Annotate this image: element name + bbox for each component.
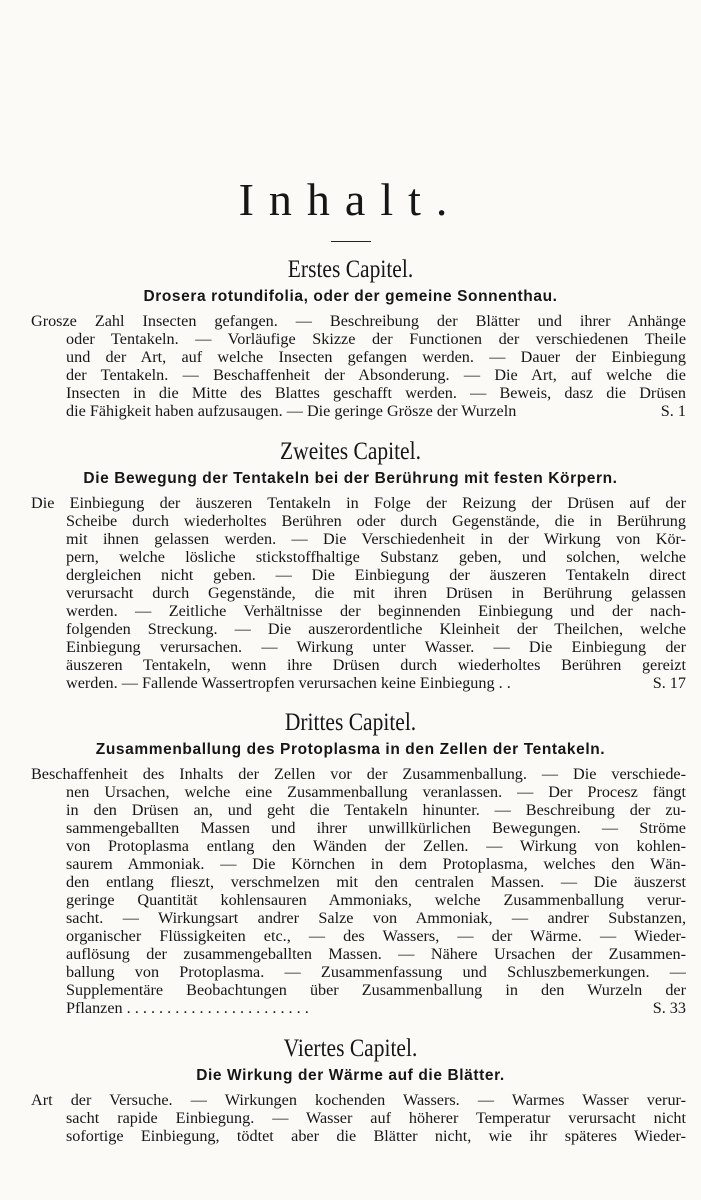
summary-line: organischer Flüssigkeiten etc., — des Wassers, — der Wärme. — Wieder- xyxy=(66,927,686,945)
chapter-1 xyxy=(0,255,701,420)
chapter-2 xyxy=(0,437,701,692)
summary-line: Supplementäre Beobachtungen über Zusammenballung in den Wurzeln der xyxy=(66,981,686,999)
chapter-heading: Zweites Capitel. xyxy=(280,438,421,465)
chapter-subtitle: Drosera rotundifolia, oder der gemeine Sonnenthau. xyxy=(143,288,558,305)
summary-line: pern, welche lösliche stickstoffhaltige Substanz geben, und solchen, welche xyxy=(66,548,686,566)
summary-last-line xyxy=(66,402,686,420)
summary-line: dergleichen nicht geben. — Die Einbiegung der äuszeren Tentakeln direct xyxy=(66,566,686,584)
summary-line: und der Art, auf welche Insecten gefangen werden. — Dauer der Einbiegung xyxy=(66,348,686,366)
summary-line: folgenden Streckung. — Die auszerordentliche Kleinheit der Theilchen, welche xyxy=(66,620,686,638)
summary-line: geringe Quantität kohlensauren Ammoniaks, welche Zusammenballung verur- xyxy=(66,891,686,909)
summary-line: der Tentakeln. — Beschaffenheit der Absonderung. — Die Art, auf welche die xyxy=(66,366,686,384)
summary-line: den entlang flieszt, verschmelzen mit den centralen Massen. — Die äuszerst xyxy=(66,873,686,891)
summary-line: sofortige Einbiegung, tödtet aber die Blätter nicht, wie ihr späteres Wieder- xyxy=(66,1127,686,1145)
page-title: Inhalt. xyxy=(238,174,463,225)
summary-line: äuszeren Tentakeln, wenn ihre Drüsen durch wiederholtes Berühren gereizt xyxy=(66,656,686,674)
chapter-summary xyxy=(31,312,686,420)
summary-line: oder Tentakeln. — Vorläufige Skizze der Functionen der verschiedenen Theile xyxy=(66,330,686,348)
summary-line: auflösung der zusammengeballten Massen. — Nähere Ursachen der Zusammen- xyxy=(66,945,686,963)
page-reference: S. 33 xyxy=(652,999,686,1017)
summary-line: Art der Versuche. — Wirkungen kochenden Wassers. — Warmes Wasser verur- xyxy=(31,1091,686,1109)
summary-line: nen Ursachen, welche eine Zusammenballung veranlassen. — Der Procesz fängt xyxy=(66,783,686,801)
summary-line: Beschaffenheit des Inhalts der Zellen vor der Zusammenballung. — Die verschiede- xyxy=(31,765,686,783)
chapter-heading: Erstes Capitel. xyxy=(287,256,414,283)
chapter-subtitle: Zusammenballung des Protoplasma in den Zellen der Tentakeln. xyxy=(95,741,606,758)
summary-line: sacht. — Wirkungsart andrer Salze von Ammoniak, — andrer Substanzen, xyxy=(66,909,686,927)
title-divider xyxy=(331,241,371,242)
summary-line: werden. — Zeitliche Verhältnisse der beginnenden Einbiegung und der nach- xyxy=(66,602,686,620)
summary-last-line xyxy=(66,999,686,1017)
chapter-summary xyxy=(31,1091,686,1145)
chapter-summary xyxy=(31,765,686,1017)
chapter-3 xyxy=(0,708,701,1017)
summary-line: verursacht durch Gegenstände, die mit ihren Drüsen in Berührung gelassen xyxy=(66,584,686,602)
chapter-summary xyxy=(31,494,686,692)
chapter-heading: Viertes Capitel. xyxy=(283,1035,418,1062)
summary-line: Die Einbiegung der äuszeren Tentakeln in Folge der Reizung der Drüsen auf der xyxy=(31,494,686,512)
summary-line: mit ihnen gelassen werden. — Die Verschiedenheit in der Wirkung von Kör- xyxy=(66,530,686,548)
summary-line: ballung von Protoplasma. — Zusammenfassung und Schluszbemerkungen. — xyxy=(66,963,686,981)
summary-line: werden. — Fallende Wassertropfen verursachen keine Einbiegung . . xyxy=(66,674,511,692)
summary-line: die Fähigkeit haben aufzusaugen. — Die geringe Grösze der Wurzeln xyxy=(66,402,517,420)
summary-line: Einbiegung verursachen. — Wirkung unter Wasser. — Die Einbiegung der xyxy=(66,638,686,656)
summary-line: sammengeballten Massen und ihrer unwillkürlichen Bewegungen. — Ströme xyxy=(66,819,686,837)
page-reference: S. 1 xyxy=(660,402,686,420)
chapter-subtitle: Die Wirkung der Wärme auf die Blätter. xyxy=(196,1067,505,1084)
summary-last-line xyxy=(66,674,686,692)
chapter-subtitle: Die Bewegung der Tentakeln bei der Berührung mit festen Körpern. xyxy=(83,470,618,487)
summary-line: in den Drüsen an, und geht die Tentakeln hinunter. — Beschreibung der zu- xyxy=(66,801,686,819)
summary-line: Pflanzen . . . . . . . . . . . . . . . . . . . . . . . xyxy=(66,999,309,1017)
summary-line: Scheibe durch wiederholtes Berühren oder durch Gegenstände, die in Berührung xyxy=(66,512,686,530)
summary-line: saurem Ammoniak. — Die Körnchen in dem Protoplasma, welches den Wän- xyxy=(66,855,686,873)
summary-line: Insecten in die Mitte des Blattes geschafft werden. — Beweis, dasz die Drüsen xyxy=(66,384,686,402)
chapter-heading: Drittes Capitel. xyxy=(284,709,417,736)
page-reference: S. 17 xyxy=(652,674,686,692)
summary-line: sacht rapide Einbiegung. — Wasser auf höherer Temperatur verursacht nicht xyxy=(66,1109,686,1127)
summary-line: Grosze Zahl Insecten gefangen. — Beschreibung der Blätter und ihrer Anhänge xyxy=(31,312,686,330)
chapter-4 xyxy=(0,1034,701,1145)
summary-line: von Protoplasma entlang den Wänden der Zellen. — Wirkung von kohlen- xyxy=(66,837,686,855)
